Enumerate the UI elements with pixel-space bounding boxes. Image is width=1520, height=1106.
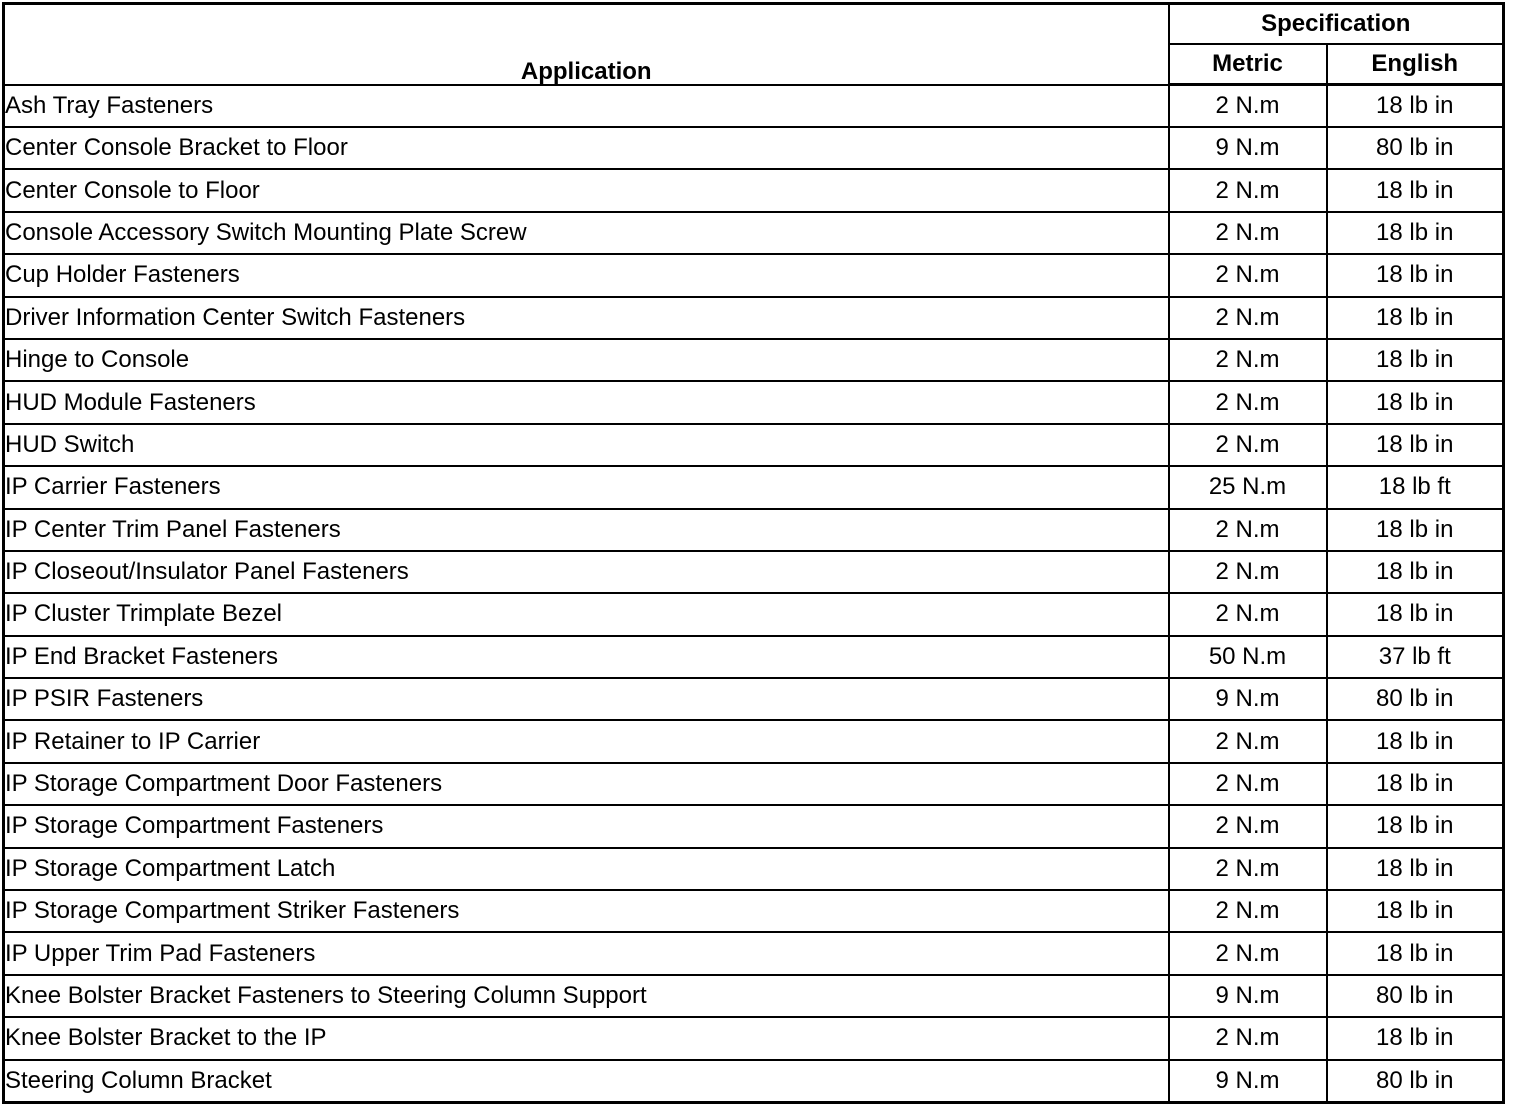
application-cell: Steering Column Bracket — [4, 1060, 1169, 1103]
application-cell: Hinge to Console — [4, 339, 1169, 381]
english-value-cell: 80 lb in — [1327, 678, 1504, 720]
metric-value-cell: 2 N.m — [1169, 551, 1327, 593]
table-row — [4, 551, 1504, 593]
application-cell: IP Closeout/Insulator Panel Fasteners — [4, 551, 1169, 593]
metric-value-cell: 2 N.m — [1169, 339, 1327, 381]
application-cell: IP Storage Compartment Fasteners — [4, 805, 1169, 847]
table-row — [4, 297, 1504, 339]
english-value-cell: 18 lb in — [1327, 212, 1504, 254]
application-cell: HUD Module Fasteners — [4, 381, 1169, 423]
table-row — [4, 763, 1504, 805]
metric-value-cell: 2 N.m — [1169, 169, 1327, 211]
application-column-header: Application — [4, 4, 1169, 85]
table-row — [4, 127, 1504, 169]
english-value-cell: 18 lb in — [1327, 297, 1504, 339]
table-body — [4, 85, 1504, 1103]
table-row — [4, 424, 1504, 466]
english-value-cell: 18 lb in — [1327, 339, 1504, 381]
metric-value-cell: 2 N.m — [1169, 593, 1327, 635]
metric-value-cell: 2 N.m — [1169, 932, 1327, 974]
table-row — [4, 720, 1504, 762]
metric-value-cell: 50 N.m — [1169, 636, 1327, 678]
english-value-cell: 18 lb in — [1327, 763, 1504, 805]
table-row — [4, 1017, 1504, 1059]
english-value-cell: 18 lb in — [1327, 169, 1504, 211]
application-cell: Center Console to Floor — [4, 169, 1169, 211]
english-value-cell: 18 lb in — [1327, 805, 1504, 847]
english-value-cell: 18 lb in — [1327, 254, 1504, 296]
table-row — [4, 1060, 1504, 1103]
english-value-cell: 18 lb ft — [1327, 466, 1504, 508]
application-cell: IP PSIR Fasteners — [4, 678, 1169, 720]
metric-value-cell: 9 N.m — [1169, 1060, 1327, 1103]
application-cell: Knee Bolster Bracket Fasteners to Steering Column Support — [4, 975, 1169, 1017]
specification-column-header: Specification — [1169, 4, 1504, 45]
application-cell: IP Upper Trim Pad Fasteners — [4, 932, 1169, 974]
table-row — [4, 678, 1504, 720]
application-cell: IP Carrier Fasteners — [4, 466, 1169, 508]
metric-value-cell: 9 N.m — [1169, 127, 1327, 169]
table-row — [4, 254, 1504, 296]
table-row — [4, 212, 1504, 254]
english-value-cell: 18 lb in — [1327, 509, 1504, 551]
metric-value-cell: 2 N.m — [1169, 212, 1327, 254]
metric-value-cell: 2 N.m — [1169, 254, 1327, 296]
table-row — [4, 509, 1504, 551]
table-row — [4, 169, 1504, 211]
application-cell: IP Retainer to IP Carrier — [4, 720, 1169, 762]
english-value-cell: 18 lb in — [1327, 890, 1504, 932]
application-cell: HUD Switch — [4, 424, 1169, 466]
table-header — [4, 4, 1504, 85]
table-row — [4, 890, 1504, 932]
application-cell: Cup Holder Fasteners — [4, 254, 1169, 296]
metric-value-cell: 9 N.m — [1169, 975, 1327, 1017]
metric-value-cell: 9 N.m — [1169, 678, 1327, 720]
application-cell: IP Cluster Trimplate Bezel — [4, 593, 1169, 635]
table-row — [4, 381, 1504, 423]
metric-value-cell: 2 N.m — [1169, 805, 1327, 847]
table-row — [4, 85, 1504, 128]
english-value-cell: 18 lb in — [1327, 551, 1504, 593]
application-cell: IP Storage Compartment Latch — [4, 848, 1169, 890]
metric-value-cell: 2 N.m — [1169, 297, 1327, 339]
table-row — [4, 805, 1504, 847]
metric-value-cell: 2 N.m — [1169, 424, 1327, 466]
english-value-cell: 80 lb in — [1327, 127, 1504, 169]
table-row — [4, 466, 1504, 508]
application-cell: IP Storage Compartment Striker Fasteners — [4, 890, 1169, 932]
english-value-cell: 18 lb in — [1327, 85, 1504, 128]
metric-value-cell: 2 N.m — [1169, 848, 1327, 890]
metric-value-cell: 2 N.m — [1169, 890, 1327, 932]
metric-value-cell: 2 N.m — [1169, 1017, 1327, 1059]
table-row — [4, 339, 1504, 381]
english-value-cell: 18 lb in — [1327, 1017, 1504, 1059]
application-cell: Knee Bolster Bracket to the IP — [4, 1017, 1169, 1059]
metric-value-cell: 2 N.m — [1169, 85, 1327, 128]
application-cell: Driver Information Center Switch Fasteners — [4, 297, 1169, 339]
application-cell: Console Accessory Switch Mounting Plate Screw — [4, 212, 1169, 254]
english-value-cell: 18 lb in — [1327, 424, 1504, 466]
english-value-cell: 18 lb in — [1327, 932, 1504, 974]
english-value-cell: 37 lb ft — [1327, 636, 1504, 678]
table-row — [4, 975, 1504, 1017]
application-cell: IP End Bracket Fasteners — [4, 636, 1169, 678]
english-value-cell: 18 lb in — [1327, 381, 1504, 423]
header-row-specification — [4, 4, 1504, 45]
fastener-torque-spec-table — [2, 2, 1505, 1104]
table-row — [4, 848, 1504, 890]
english-value-cell: 18 lb in — [1327, 720, 1504, 762]
english-value-cell: 18 lb in — [1327, 593, 1504, 635]
table-row — [4, 932, 1504, 974]
table-row — [4, 636, 1504, 678]
metric-value-cell: 2 N.m — [1169, 381, 1327, 423]
english-value-cell: 18 lb in — [1327, 848, 1504, 890]
metric-value-cell: 2 N.m — [1169, 509, 1327, 551]
english-value-cell: 80 lb in — [1327, 975, 1504, 1017]
application-cell: IP Storage Compartment Door Fasteners — [4, 763, 1169, 805]
metric-column-header: Metric — [1169, 44, 1327, 85]
application-cell: Center Console Bracket to Floor — [4, 127, 1169, 169]
metric-value-cell: 2 N.m — [1169, 720, 1327, 762]
metric-value-cell: 25 N.m — [1169, 466, 1327, 508]
application-cell: IP Center Trim Panel Fasteners — [4, 509, 1169, 551]
english-column-header: English — [1327, 44, 1504, 85]
metric-value-cell: 2 N.m — [1169, 763, 1327, 805]
english-value-cell: 80 lb in — [1327, 1060, 1504, 1103]
application-cell: Ash Tray Fasteners — [4, 85, 1169, 128]
table-row — [4, 593, 1504, 635]
